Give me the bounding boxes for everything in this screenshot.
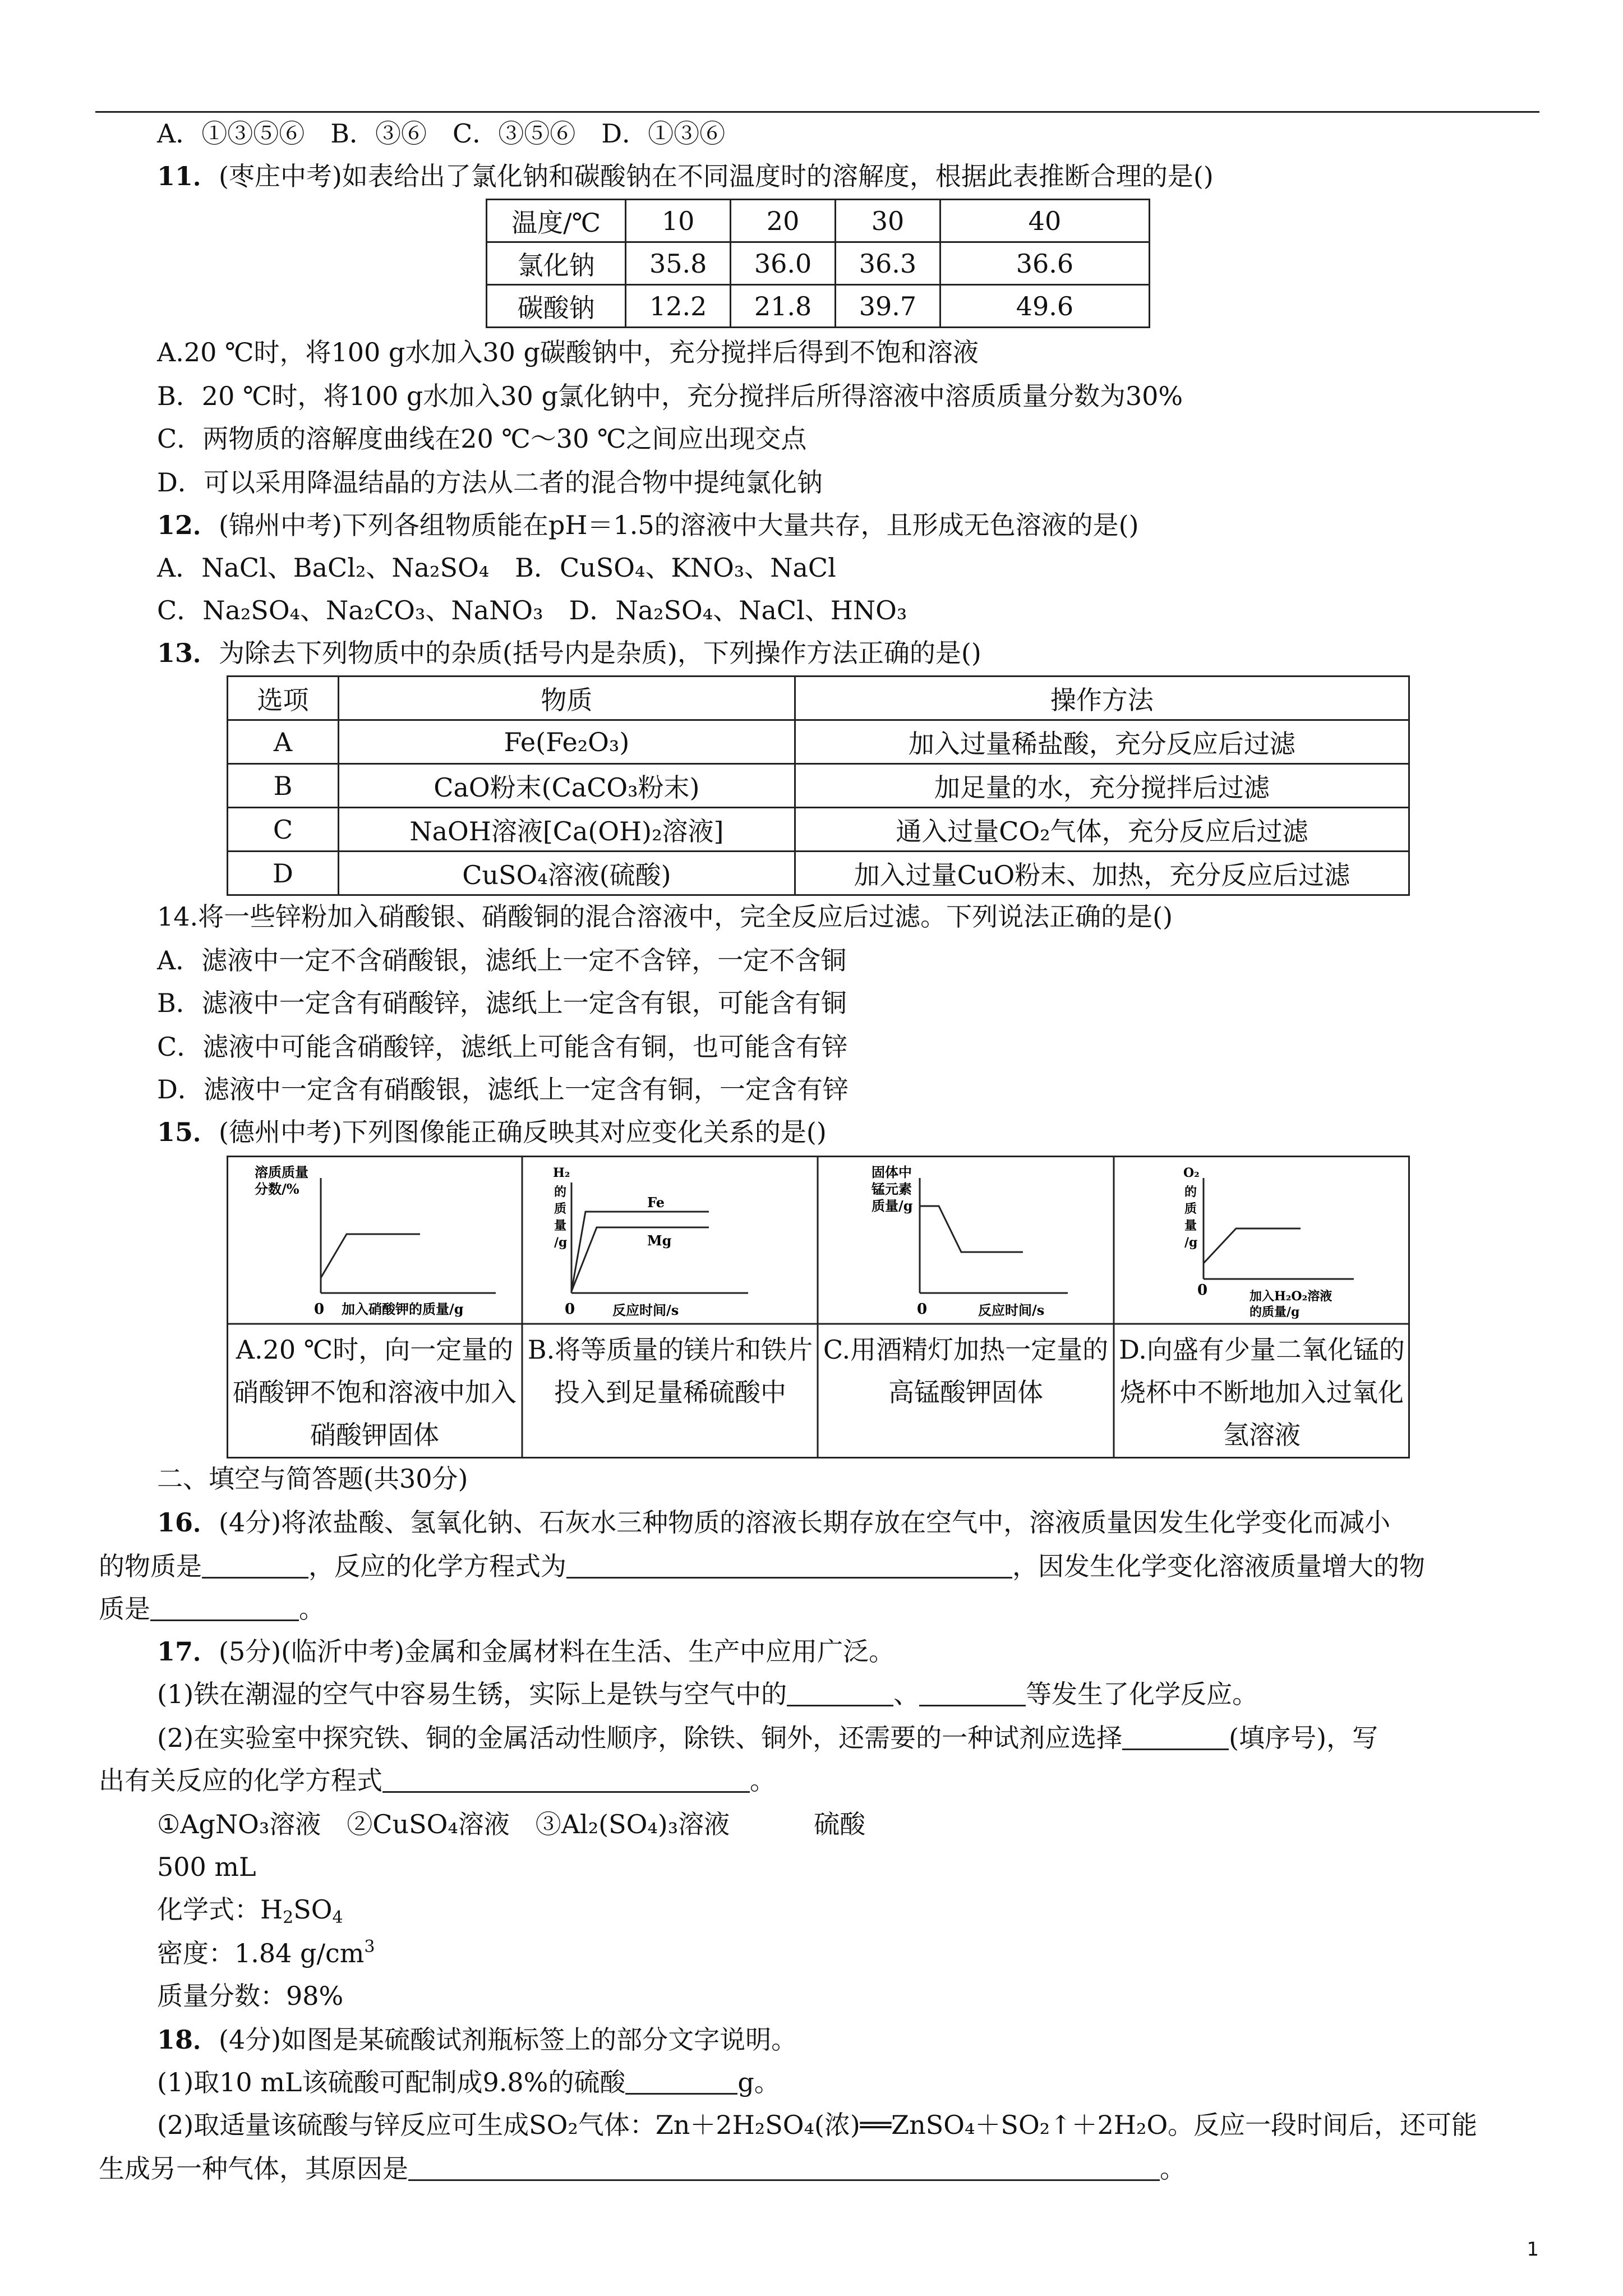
q18-text: (1)取10 mL该硫酸可配制成9.8%的硫酸 (157, 2067, 626, 2097)
q16-text: 。 (299, 1594, 325, 1624)
q17-text: (5分)(临沂中考)金属和金属材料在生活、生产中应用广泛。 (219, 1636, 895, 1667)
graph-a-xlabel: 加入硝酸钾的质量/g (342, 1301, 464, 1317)
answer-blank[interactable] (625, 2068, 737, 2095)
q12-stem (157, 508, 1623, 542)
table-header-cell: 40 (940, 200, 1149, 242)
graph-b-fe-curve (571, 1212, 709, 1291)
q16-text: ，反应的化学方程式为 (308, 1551, 566, 1581)
graph-d-ylabel: O₂ (1183, 1166, 1200, 1180)
graph-b-ylabel: /g (554, 1235, 568, 1250)
table-row (228, 764, 1409, 808)
table-row (487, 285, 1150, 328)
q15-text: (德州中考)下列图像能正确反映其对应变化关系的是() (219, 1117, 827, 1147)
q18-number: 18． (157, 2024, 219, 2055)
graph-d-origin: 0 (1197, 1282, 1208, 1299)
table-header-cell: 操作方法 (795, 677, 1409, 720)
label-mass-fraction: 质量分数：98% (157, 1981, 344, 2011)
table-cell: 49.6 (940, 285, 1149, 328)
table-cell: B (228, 764, 339, 808)
table-cell: 36.6 (940, 242, 1149, 285)
label-density: 密度：1.84 $g/cm^3$ (157, 1937, 375, 1968)
q11-number: 11． (157, 161, 219, 191)
q12-option-b: B．CuSO₄、KNO₃、NaCl (515, 553, 836, 583)
q17-text: (填序号)，写 (1229, 1723, 1378, 1753)
q17-text: 、 (893, 1679, 920, 1709)
q17-part-1 (157, 1677, 1623, 1711)
graph-b-xlabel: 反应时间/s (612, 1302, 679, 1318)
q17-number: 17． (157, 1636, 219, 1667)
q18-part-2: (2)取适量该硫酸与锌反应可生成SO₂气体：Zn＋2H₂SO₄(浓)══ZnSO₄＋SO₂↑＋2H₂O。反应一段时间后，还可能 (157, 2110, 1478, 2140)
graph-c-curve (920, 1206, 1023, 1252)
graph-d (1183, 1166, 1354, 1319)
answer-blank[interactable] (202, 1552, 308, 1579)
q12-options-cd (157, 593, 1623, 627)
q12-option-c: C．Na₂SO₄、Na₂CO₃、NaNO₃ (157, 595, 543, 625)
graph-d-ylabel: /g (1184, 1235, 1198, 1250)
graph-c-xlabel: 反应时间/s (978, 1302, 1045, 1318)
q17-reagents (157, 1807, 1623, 1841)
label-acid-name: 硫酸 (814, 1809, 866, 1839)
graph-a-caption: A.20 ℃时，向一定量的硝酸钾不饱和溶液中加入硝酸钾固体 (233, 1335, 517, 1450)
q13-stem (157, 636, 1623, 670)
table-row (228, 808, 1409, 852)
q17-stem (157, 1635, 1623, 1668)
graph-b-ylabel: 量 (554, 1218, 567, 1233)
table-cell: 加入过量CuO粉末、加热，充分反应后过滤 (795, 852, 1409, 895)
q17-text: (2)在实验室中探究铁、铜的金属活动性顺序，除铁、铜外，还需要的一种试剂应选择 (157, 1723, 1123, 1753)
table-cell: 35.8 (626, 242, 731, 285)
q11-option-d: D．可以采用降温结晶的方法从二者的混合物中提纯氯化钠 (157, 467, 823, 498)
q18-text: (4分)如图是某硫酸试剂瓶标签上的部分文字说明。 (219, 2024, 797, 2055)
table-cell: 碳酸钠 (487, 285, 626, 328)
graph-b-caption: B.将等质量的镁片和铁片投入到足量稀硫酸中 (527, 1335, 813, 1407)
graph-d-xlabel: 的质量/g (1249, 1305, 1300, 1319)
q18-part-1 (157, 2065, 1623, 2099)
q12-number: 12． (157, 510, 219, 540)
graph-b-mg-curve (571, 1227, 709, 1291)
graph-a-ylabel: 分数/% (255, 1181, 299, 1197)
graph-b-ylabel: 的 (554, 1185, 567, 1199)
q13-number: 13． (157, 638, 219, 668)
header-rule (95, 111, 1539, 113)
q17-part-2-cont (99, 1764, 1623, 1797)
q11-stem (157, 159, 1623, 193)
graph-d-ylabel: 质 (1184, 1202, 1197, 1216)
table-cell: A (228, 720, 339, 764)
graph-b-ylabel: 质 (554, 1202, 567, 1216)
q14-stem: 14.将一些锌粉加入硝酸银、硝酸铜的混合溶液中，完全反应后过滤。下列说法正确的是() (157, 901, 1173, 932)
table-cell: 通入过量CO₂气体，充分反应后过滤 (795, 808, 1409, 852)
q16-text: (4分)将浓盐酸、氢氧化钠、石灰水三种物质的溶液长期存放在空气中，溶液质量因发生化学变化而减小 (219, 1507, 1391, 1538)
table-cell: Fe(Fe₂O₃) (338, 720, 795, 764)
q18-text: g。 (737, 2067, 780, 2097)
label-volume: 500 mL (157, 1852, 256, 1882)
label-formula: 化学式：$H_2SO_4$ (157, 1894, 343, 1927)
q16-text: ，因发生化学变化溶液质量增大的物 (1012, 1551, 1425, 1581)
answer-blank[interactable] (150, 1595, 299, 1621)
table-cell: D (228, 852, 339, 895)
graph-a-ylabel: 溶质质量 (255, 1164, 308, 1180)
table-cell: CuSO₄溶液(硫酸) (338, 852, 795, 895)
answer-blank[interactable] (408, 2155, 1160, 2181)
q17-reagent-list: ①AgNO₃溶液 ②CuSO₄溶液 ③Al₂(SO₄)₃溶液 (157, 1809, 730, 1839)
q12-option-d: D．Na₂SO₄、NaCl、HNO₃ (569, 595, 907, 625)
graph-c-caption: C.用酒精灯加热一定量的高锰酸钾固体 (823, 1335, 1109, 1407)
q11-option-a: A.20 ℃时，将100 g水加入30 g碳酸钠中，充分搅拌后得到不饱和溶液 (157, 337, 979, 367)
graph-c-ylabel: 质量/g (872, 1198, 913, 1214)
q17-text: 出有关反应的化学方程式 (99, 1765, 382, 1796)
q18-text: 。 (1160, 2154, 1186, 2184)
q17-text: (1)铁在潮湿的空气中容易生锈，实际上是铁与空气中的 (157, 1679, 787, 1709)
answer-blank[interactable] (919, 1680, 1026, 1706)
q15-stem (157, 1115, 1623, 1149)
answer-blank[interactable] (566, 1552, 1012, 1579)
q18-text: 生成另一种气体，其原因是 (99, 2154, 408, 2184)
table-header-cell: 10 (626, 200, 731, 242)
answer-blank[interactable] (1122, 1724, 1229, 1750)
q14-option-b: B．滤液中一定含有硝酸锌，滤纸上一定含有银，可能含有铜 (157, 988, 847, 1018)
graph-c-ylabel: 锰元素 (872, 1181, 912, 1197)
q11-option-b: B．20 ℃时，将100 g水加入30 g氯化钠中，充分搅拌后所得溶液中溶质质量分数为30% (157, 381, 1183, 411)
table-cell: 加足量的水，充分搅拌后过滤 (795, 764, 1409, 808)
table-cell: 氯化钠 (487, 242, 626, 285)
graph-a-origin: 0 (313, 1301, 325, 1318)
graph-d-ylabel: 的 (1184, 1185, 1197, 1199)
table-cell: NaOH溶液[Ca(OH)₂溶液] (338, 808, 795, 852)
graph-c-origin: 0 (916, 1301, 928, 1318)
table-cell: 36.3 (836, 242, 940, 285)
q17-text: 。 (750, 1765, 776, 1796)
graph-b-series-label: Mg (647, 1232, 672, 1249)
q16-text: 的物质是 (99, 1551, 202, 1581)
q17-text: 等发生了化学反应。 (1026, 1679, 1258, 1709)
table-header-cell: 温度/℃ (487, 200, 626, 242)
graph-a (255, 1164, 496, 1318)
q13-text: 为除去下列物质中的杂质(括号内是杂质)，下列操作方法正确的是() (219, 638, 981, 668)
answer-blank[interactable] (382, 1766, 750, 1793)
q14-option-d: D．滤液中一定含有硝酸银，滤纸上一定含有铜，一定含有锌 (157, 1074, 849, 1105)
graph-b (553, 1166, 748, 1318)
table-header-cell: 20 (731, 200, 836, 242)
q18-stem (157, 2023, 1623, 2056)
q14-option-a: A．滤液中一定不含硝酸银，滤纸上一定不含锌，一定不含铜 (157, 945, 847, 976)
solubility-table (486, 199, 1150, 328)
label-density-text: 密度：1.84 g/cm (157, 1938, 365, 1968)
table-cell: 21.8 (731, 285, 836, 328)
table-row (487, 242, 1150, 285)
graph-b-series-label: Fe (647, 1194, 665, 1211)
impurity-table (227, 675, 1410, 896)
table-row (228, 852, 1409, 895)
q12-text: (锦州中考)下列各组物质能在pH＝1.5的溶液中大量共存，且形成无色溶液的是() (219, 510, 1139, 540)
graph-c (872, 1164, 1068, 1318)
table-cell: CaO粉末(CaCO₃粉末) (338, 764, 795, 808)
graph-d-ylabel: 量 (1184, 1218, 1197, 1233)
q11-option-c: C．两物质的溶解度曲线在20 ℃～30 ℃之间应出现交点 (157, 424, 807, 454)
table-header-cell: 30 (836, 200, 940, 242)
table-cell: 39.7 (836, 285, 940, 328)
label-formula-text: 化学式：H (157, 1894, 283, 1925)
answer-blank[interactable] (787, 1680, 893, 1706)
q18-part-2-cont (99, 2152, 1623, 2185)
graph-a-curve (321, 1234, 420, 1278)
page-number: 1 (1527, 2238, 1539, 2261)
q12-option-a: A．NaCl、BaCl₂、Na₂SO₄ (157, 553, 490, 583)
q11-text: (枣庄中考)如表给出了氯化钠和碳酸钠在不同温度时的溶解度，根据此表推断合理的是() (219, 161, 1214, 191)
q16-line-3 (99, 1592, 1623, 1626)
table-header-cell: 物质 (338, 677, 795, 720)
table-cell: 36.0 (731, 242, 836, 285)
table-cell: 加入过量稀盐酸，充分反应后过滤 (795, 720, 1409, 764)
q15-graph-grid (227, 1156, 1410, 1458)
graph-d-curve (1204, 1228, 1301, 1263)
graph-c-ylabel: 固体中 (872, 1164, 912, 1180)
section-2-heading: 二、填空与简答题(共30分) (157, 1464, 468, 1494)
q12-options-ab (157, 551, 1623, 585)
q14-option-c: C．滤液中可能含硝酸锌，滤纸上可能含有铜，也可能含有锌 (157, 1032, 848, 1062)
graph-d-xlabel: 加入H₂O₂溶液 (1249, 1289, 1332, 1304)
q16-text: 质是 (99, 1594, 150, 1624)
q17-part-2 (157, 1721, 1623, 1755)
graph-b-origin: 0 (564, 1301, 575, 1318)
q16-line-1 (157, 1506, 1623, 1539)
graph-d-caption: D.向盛有少量二氧化锰的烧杯中不断地加入过氧化氢溶液 (1119, 1335, 1405, 1450)
q10-options: A．①③⑤⑥ B．③⑥ C．③⑤⑥ D．①③⑥ (157, 118, 726, 149)
table-row (228, 720, 1409, 764)
table-cell: 12.2 (626, 285, 731, 328)
table-header-cell: 选项 (228, 677, 339, 720)
graph-b-ylabel: H₂ (553, 1166, 570, 1180)
q16-line-2 (99, 1549, 1623, 1583)
q16-number: 16． (157, 1507, 219, 1538)
table-cell: C (228, 808, 339, 852)
q15-number: 15． (157, 1117, 219, 1147)
